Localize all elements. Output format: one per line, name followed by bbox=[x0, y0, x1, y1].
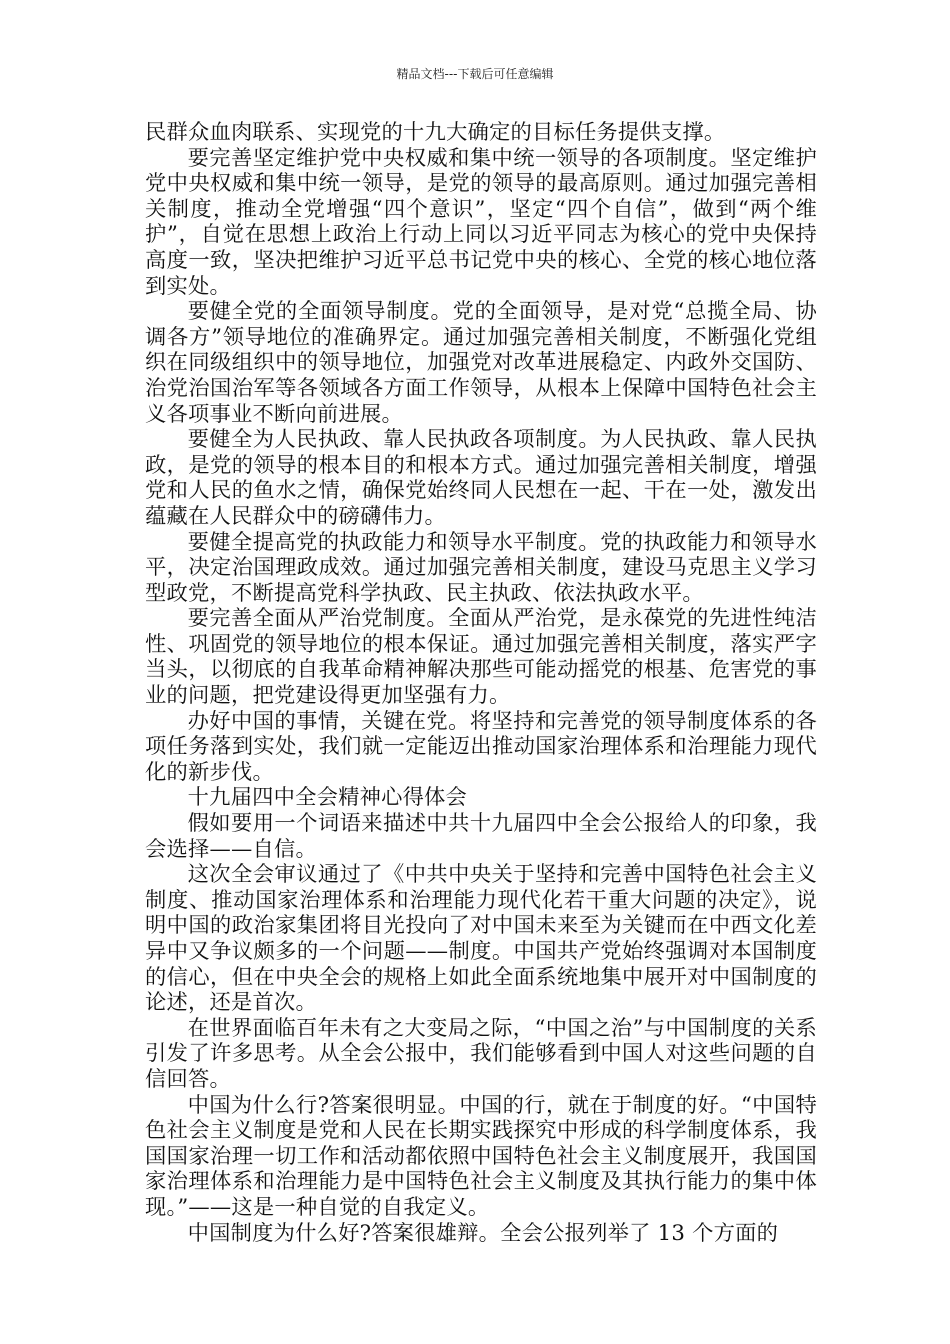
paragraph: 要健全提高党的执政能力和领导水平制度。党的执政能力和领导水平，决定治国理政成效。通过加强完善相关制度，建设马克思主义学习型政党，不断提高党科学执政、民主执政、依法执政水平。 bbox=[145, 529, 817, 606]
paragraph: 要完善全面从严治党制度。全面从严治党，是永葆党的先进性纯洁性、巩固党的领导地位的根本保证。通过加强完善相关制度，落实严字当头，以彻底的自我革命精神解决那些可能动摇党的根基、危害党的事业的问题，把党建设得更加坚强有力。 bbox=[145, 606, 817, 709]
paragraph: 在世界面临百年未有之大变局之际，“中国之治”与中国制度的关系引发了许多思考。从全会公报中，我们能够看到中国人对这些问题的自信回答。 bbox=[145, 1015, 817, 1092]
page-header: 精品文档---下载后可任意编辑 bbox=[396, 67, 554, 81]
paragraph: 办好中国的事情，关键在党。将坚持和完善党的领导制度体系的各项任务落到实处，我们就一定能迈出推动国家治理体系和治理能力现代化的新步伐。 bbox=[145, 708, 817, 785]
paragraph: 中国为什么行?答案很明显。中国的行，就在于制度的好。“中国特色社会主义制度是党和人民在长期实践探究中形成的科学制度体系，我国国家治理一切工作和活动都依照中国特色社会主义制度展开，我国国家治理体系和治理能力是中国特色社会主义制度及其执行能力的集中体现。”——这是一种自觉的自我定义。 bbox=[145, 1092, 817, 1220]
paragraph: 要完善坚定维护党中央权威和集中统一领导的各项制度。坚定维护党中央权威和集中统一领导，是党的领导的最高原则。通过加强完善相关制度，推动全党增强“四个意识”，坚定“四个自信”，做到“两个维护”，自觉在思想上政治上行动上同以习近平同志为核心的党中央保持高度一致，坚决把维护习近平总书记党中央的核心、全党的核心地位落到实处。 bbox=[145, 145, 817, 299]
paragraph-continuation: 民群众血肉联系、实现党的十九大确定的目标任务提供支撑。 bbox=[145, 120, 726, 145]
section-heading: 十九届四中全会精神心得体会 bbox=[187, 785, 468, 811]
document-body bbox=[145, 120, 817, 1246]
paragraph: 中国制度为什么好?答案很雄辩。全会公报列举了 13 个方面的 bbox=[187, 1220, 779, 1246]
paragraph: 假如要用一个词语来描述中共十九届四中全会公报给人的印象，我会选择——自信。 bbox=[145, 811, 817, 862]
paragraph: 要健全为人民执政、靠人民执政各项制度。为人民执政、靠人民执政，是党的领导的根本目的和根本方式。通过加强完善相关制度，增强党和人民的鱼水之情，确保党始终同人民想在一起、干在一处，激发出蕴藏在人民群众中的磅礴伟力。 bbox=[145, 427, 817, 529]
paragraph: 这次全会审议通过了《中共中央关于坚持和完善中国特色社会主义制度、推动国家治理体系和治理能力现代化若干重大问题的决定》，说明中国的政治家集团将目光投向了对中国未来至为关键而在中西文化差异中又争议颇多的一个问题——制度。中国共产党始终强调对本国制度的信心，但在中央全会的规格上如此全面系统地集中展开对中国制度的论述，还是首次。 bbox=[145, 862, 817, 1016]
paragraph: 要健全党的全面领导制度。党的全面领导，是对党“总揽全局、协调各方”领导地位的准确界定。通过加强完善相关制度，不断强化党组织在同级组织中的领导地位，加强党对改革进展稳定、内政外交国防、治党治国治军等各领域各方面工作领导，从根本上保障中国特色社会主义各项事业不断向前进展。 bbox=[145, 299, 817, 427]
